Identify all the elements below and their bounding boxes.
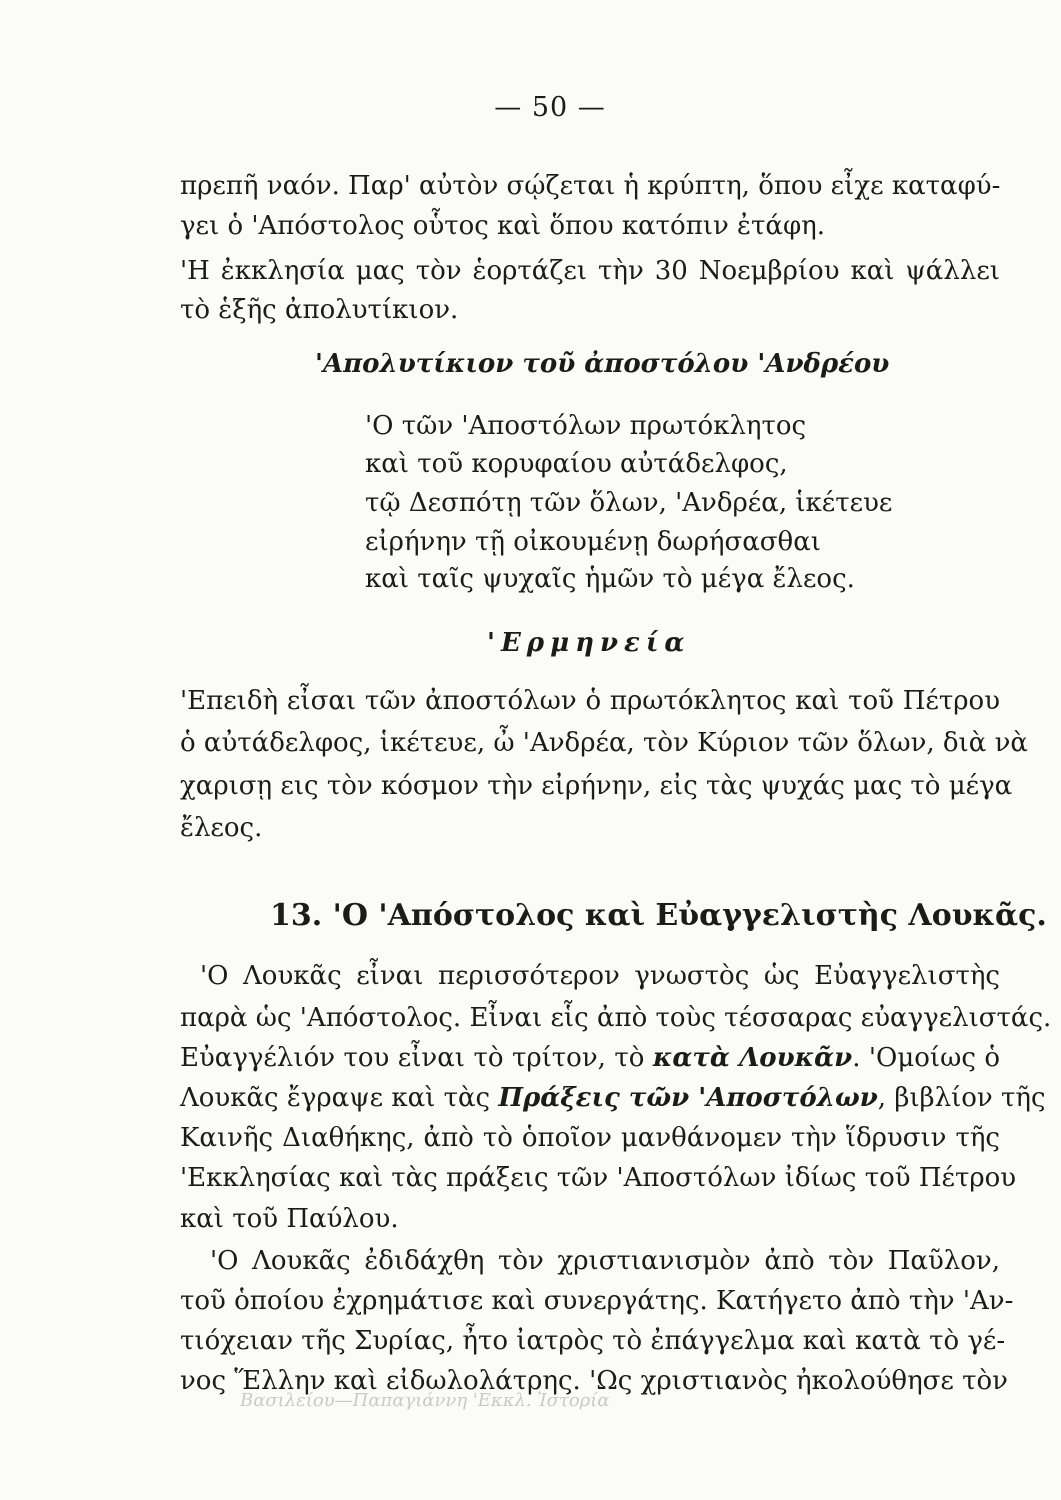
para2-line-2: τὸ ἑξῆς ἀπολυτίκιον. [180, 295, 459, 325]
hymn-line-4: εἰρήνην τῇ οἰκουμένῃ δωρήσασθαι [365, 527, 821, 557]
luke-p2-line-2: τοῦ ὁποίου ἐχρημάτισε καὶ συνεργάτης. Κατήγετο ἀπὸ τὴν 'Αν- [180, 1286, 1014, 1316]
kata-loukan-title: κατὰ Λουκᾶν [652, 1043, 853, 1073]
luke-p1-line-3a: Εὐαγγέλιόν του εἶναι τὸ τρίτον, τὸ [180, 1043, 653, 1073]
para2-line-1: 'Η ἐκκλησία μας τὸν ἑορτάζει τὴν 30 Νοεμβρίου καὶ ψάλλει [180, 256, 1000, 286]
interpretation-line-2: ὁ αὐτάδελφος, ἱκέτευε, ὦ 'Ανδρέα, τὸν Κύριον τῶν ὅλων, διὰ νὰ [180, 728, 1028, 758]
luke-p1-line-3 [180, 1042, 1000, 1074]
luke-p1-line-4 [180, 1082, 1046, 1114]
hymn-line-5: καὶ ταῖς ψυχαῖς ἡμῶν τὸ μέγα ἔλεος. [365, 564, 855, 594]
luke-p1-line-3c: . 'Ομοίως ὁ [852, 1043, 1000, 1073]
interpretation-line-4: ἔλεος. [180, 813, 263, 843]
para1-line-1: πρεπῆ ναόν. Παρ' αὐτὸν σῴζεται ἡ κρύπτη, ὅπου εἶχε καταφύ- [180, 171, 1001, 201]
bleed-through-text: Βασιλείου—Παπαγιάννη 'Εκκλ. Ἱστορία [240, 1390, 610, 1411]
luke-p2-line-4: νος Ἕλλην καὶ εἰδωλολάτρης. 'Ως χριστιανὸς ἠκολούθησε τὸν [180, 1366, 1008, 1396]
interpretation-line-1: 'Επειδὴ εἶσαι τῶν ἀποστόλων ὁ πρωτόκλητος καὶ τοῦ Πέτρου [180, 686, 1000, 716]
luke-p1-line-6: 'Εκκλησίας καὶ τὰς πράξεις τῶν 'Αποστόλων ἰδίως τοῦ Πέτρου [180, 1163, 1017, 1193]
hymn-line-3: τῷ Δεσπότῃ τῶν ὅλων, 'Ανδρέα, ἱκέτευε [365, 488, 893, 518]
hymn-line-1: 'Ο τῶν 'Αποστόλων πρωτόκλητος [365, 411, 807, 441]
para1-line-2: γει ὁ 'Απόστολος οὗτος καὶ ὅπου κατόπιν ἐτάφη. [180, 211, 825, 241]
page-number: — 50 — [494, 92, 606, 123]
acts-of-apostles-title: Πράξεις τῶν 'Αποστόλων [498, 1083, 878, 1113]
apolytikion-title: 'Απολυτίκιον τοῦ ἀποστόλου 'Ανδρέου [315, 349, 890, 379]
luke-p1-line-7: καὶ τοῦ Παύλου. [180, 1204, 399, 1234]
luke-p1-line-4c: , βιβλίον τῆς [877, 1083, 1046, 1113]
chapter-heading: 13. 'Ο 'Απόστολος καὶ Εὐαγγελιστὴς Λουκᾶς. [270, 898, 1047, 933]
luke-p2-line-3: τιόχειαν τῆς Συρίας, ἦτο ἰατρὸς τὸ ἐπάγγελμα καὶ κατὰ τὸ γέ- [180, 1326, 1006, 1356]
luke-p1-line-1: 'Ο Λουκᾶς εἶναι περισσότερον γνωστὸς ὡς Εὐαγγελιστὴς [200, 961, 1000, 991]
luke-p1-line-5: Καινῆς Διαθήκης, ἀπὸ τὸ ὁποῖον μανθάνομεν τὴν ἵδρυσιν τῆς [180, 1123, 1000, 1153]
luke-p1-line-4a: Λουκᾶς ἔγραψε καὶ τὰς [180, 1083, 499, 1113]
interpretation-title: 'Ερμηνεία [487, 628, 691, 658]
interpretation-line-3: χαρισῃ εις τὸν κόσμον τὴν εἰρήνην, εἰς τὰς ψυχάς μας τὸ μέγα [180, 771, 1013, 801]
luke-p1-line-2: παρὰ ὡς 'Απόστολος. Εἶναι εἷς ἀπὸ τοὺς τέσσαρας εὐαγγελιστάς. [180, 1003, 1052, 1033]
hymn-line-2: καὶ τοῦ κορυφαίου αὐτάδελφος, [365, 449, 788, 479]
luke-p2-line-1: 'Ο Λουκᾶς ἐδιδάχθη τὸν χριστιανισμὸν ἀπὸ τὸν Παῦλον, [210, 1246, 1000, 1276]
